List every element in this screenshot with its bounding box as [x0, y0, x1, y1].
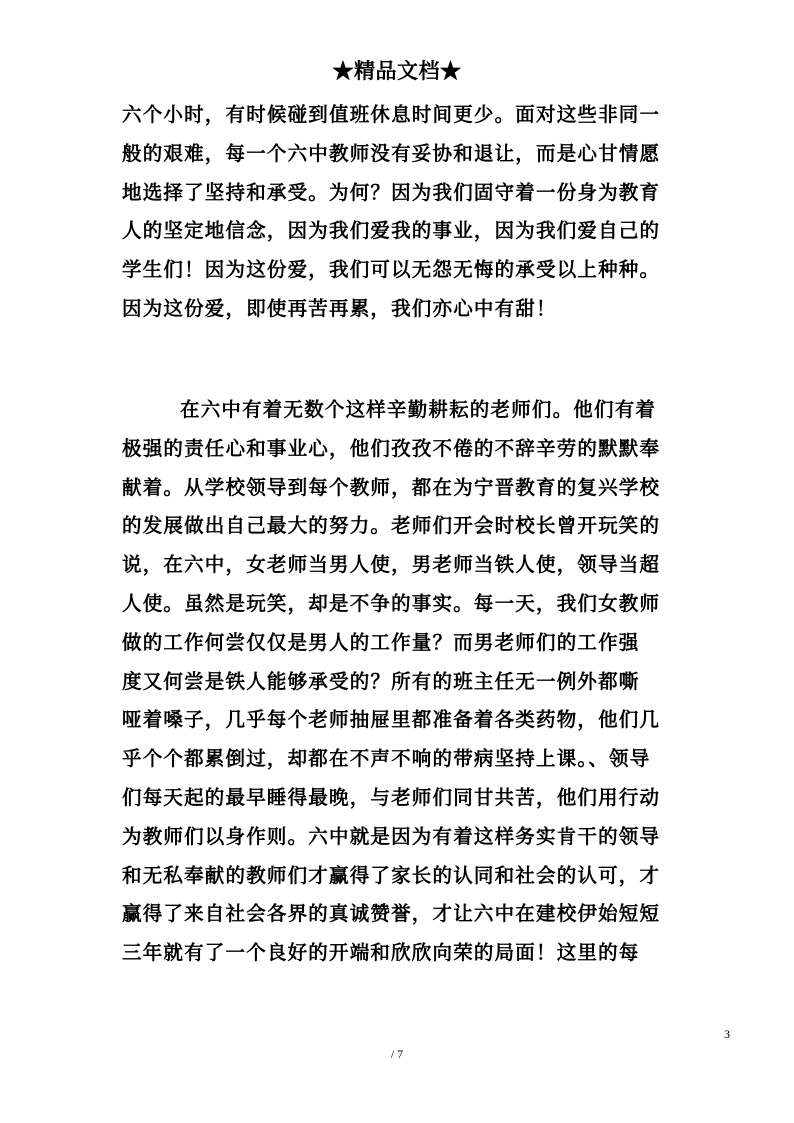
text-line: 献着。从学校领导到每个教师，都在为宁晋教育的复兴学校: [122, 475, 661, 499]
body-paragraph-1: [122, 96, 678, 329]
text-line: 为教师们以身作则。六中就是因为有着这样务实肯干的领导: [122, 824, 661, 848]
text-line: 哑着嗓子，几乎每个老师抽屉里都准备着各类药物，他们几: [122, 708, 661, 732]
text-line: 和无私奉献的教师们才赢得了家长的认同和社会的认可，才: [122, 863, 661, 887]
text-line: 人使。虽然是玩笑，却是不争的事实。每一天，我们女教师: [122, 591, 661, 615]
text-line: 赢得了来自社会各界的真诚赞誉，才让六中在建校伊始短短: [122, 902, 661, 926]
page-header-title: ★精品文档★: [332, 58, 462, 83]
text-line: 因为这份爱，即使再苦再累，我们亦心中有甜！: [122, 296, 557, 320]
text-line: 六个小时，有时候碰到值班休息时间更少。面对这些非同一: [122, 103, 661, 126]
text-line: 般的艰难，每一个六中教师没有妥协和退让，而是心甘情愿: [122, 141, 661, 165]
text-line: 们每天起的最早睡得最晚，与老师们同甘共苦，他们用行动: [122, 785, 661, 809]
text-line: 人的坚定地信念，因为我们爱我的事业，因为我们爱自己的: [122, 219, 661, 243]
text-line: 乎个个都累倒过，却都在不声不响的带病坚持上课。、领导: [122, 747, 651, 771]
body-paragraph-2: [122, 391, 678, 973]
text-line: 极强的责任心和事业心，他们孜孜不倦的不辞辛劳的默默奉: [122, 436, 661, 460]
text-line: 在六中有着无数个这样辛勤耕耘的老师们。他们有着: [180, 398, 657, 421]
page-number: 3: [724, 1027, 730, 1041]
text-line: 三年就有了一个良好的开端和欣欣向荣的局面！这里的每: [122, 941, 640, 965]
text-line: 度又何尝是铁人能够承受的？所有的班主任无一例外都嘶: [122, 669, 640, 693]
text-line: 的发展做出自己最大的努力。老师们开会时校长曾开玩笑的: [122, 514, 661, 538]
text-line: 学生们！因为这份爱，我们可以无怨无悔的承受以上种种。: [122, 258, 661, 282]
text-line: 说，在六中，女老师当男人使，男老师当铁人使，领导当超: [122, 553, 661, 577]
page-total: / 7: [390, 1047, 404, 1061]
text-line: 地选择了坚持和承受。为何？因为我们固守着一份身为教育: [122, 180, 661, 204]
text-line: 做的工作何尝仅仅是男人的工作量？而男老师们的工作强: [122, 630, 640, 654]
